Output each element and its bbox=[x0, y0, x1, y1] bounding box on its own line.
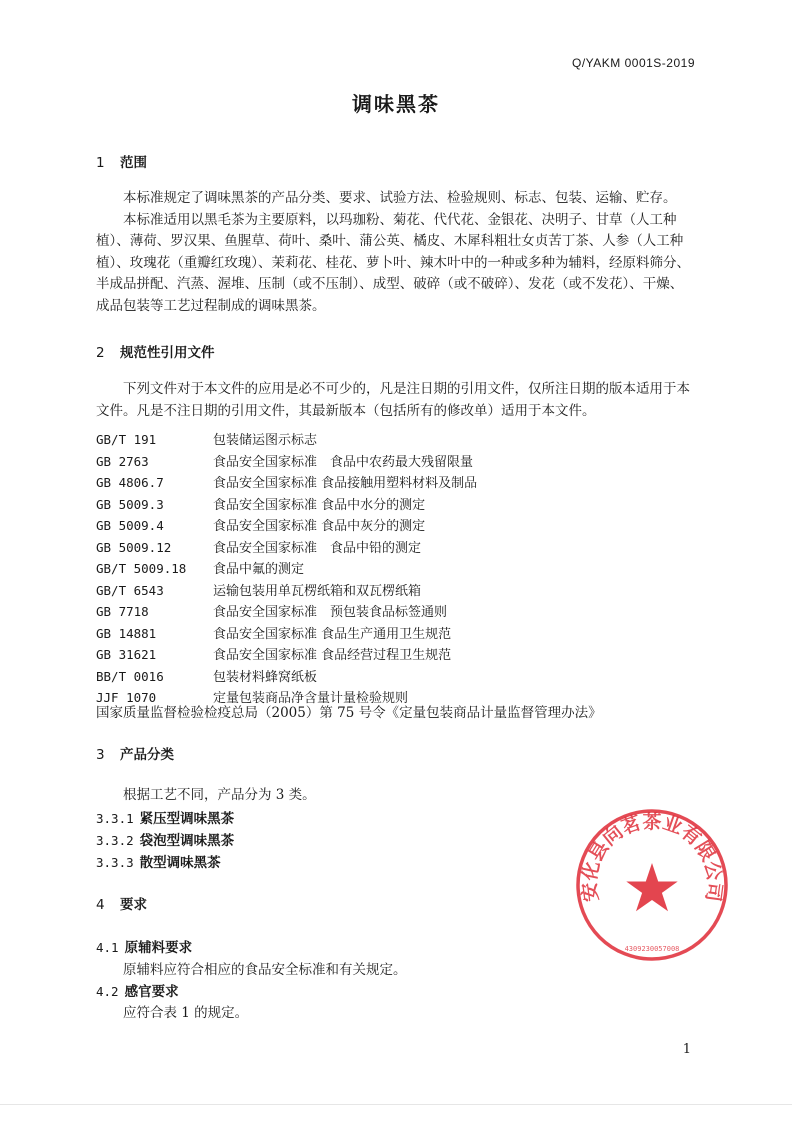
reference-code: GB 5009.4 bbox=[96, 518, 164, 533]
reference-code: GB 7718 bbox=[96, 604, 149, 619]
subsection-number: 4.1 bbox=[96, 940, 119, 955]
reference-code: GB 4806.7 bbox=[96, 475, 164, 490]
section-title: 规范性引用文件 bbox=[120, 345, 215, 361]
reference-name: 食品安全国家标准 食品中农药最大残留限量 bbox=[213, 454, 474, 470]
section-title: 要求 bbox=[120, 897, 147, 913]
reference-name: 食品安全国家标准 食品生产通用卫生规范 bbox=[213, 626, 452, 642]
section-number: 2 bbox=[96, 345, 105, 361]
seal-serial-number: 4309230057008 bbox=[624, 945, 680, 953]
section-number: 3 bbox=[96, 747, 105, 763]
section-heading-references bbox=[96, 341, 215, 361]
page-bottom-edge bbox=[0, 1104, 792, 1105]
reference-item bbox=[96, 494, 696, 516]
reference-name: 食品安全国家标准 食品中水分的测定 bbox=[213, 497, 426, 513]
reference-code: JJF 1070 bbox=[96, 690, 157, 705]
subsection-title: 原辅料要求 bbox=[124, 940, 193, 956]
section-heading-requirements bbox=[96, 893, 147, 913]
scope-paragraph-2: 本标准适用以黑毛茶为主要原料，以玛珈粉、菊花、代代花、金银花、决明子、甘草（人工种植）、薄荷、罗汉果、鱼腥草、荷叶、桑叶、蒲公英、橘皮、木犀科粗壮女贞苦丁茶、人参（人工种植）、玫瑰花（重瓣红玫瑰）、茉莉花、桂花、萝卜叶、辣木叶中的一种或多种为辅料，经原料筛分、半成品拼配、汽蒸、渥堆、压制（或不压制）、成型、破碎（或不破碎）、发花（或不发花）、干燥、成品包装等工艺过程制成的调味黑茶。 bbox=[96, 211, 690, 314]
sensory-text: 应符合表 1 的规定。 bbox=[123, 1005, 249, 1021]
references-intro bbox=[96, 379, 696, 422]
reference-item bbox=[96, 558, 696, 580]
reference-name: 食品安全国家标准 食品中铅的测定 bbox=[213, 540, 422, 556]
reference-code: GB 14881 bbox=[96, 625, 157, 641]
section-heading-scope bbox=[96, 151, 147, 171]
regulation-reference: 国家质量监督检验检疫总局（2005）第 75 号令《定量包装商品计量监督管理办法》 bbox=[96, 705, 602, 721]
reference-item bbox=[96, 451, 696, 473]
reference-item bbox=[96, 515, 696, 537]
reference-item bbox=[96, 580, 696, 602]
reference-item bbox=[96, 644, 696, 666]
item-name: 散型调味黑茶 bbox=[139, 855, 221, 871]
reference-code: BB/T 0016 bbox=[96, 668, 164, 684]
reference-code: GB 5009.3 bbox=[96, 496, 164, 512]
subsection-number: 4.2 bbox=[96, 984, 119, 999]
classification-item bbox=[96, 829, 234, 849]
reference-item bbox=[96, 623, 696, 645]
reference-name: 定量包装商品净含量计量检验规则 bbox=[213, 691, 409, 706]
page-number: 1 bbox=[682, 1042, 691, 1057]
reference-list bbox=[96, 429, 696, 709]
reference-name: 包装材料蜂窝纸板 bbox=[213, 669, 318, 685]
section-title: 范围 bbox=[120, 155, 147, 171]
item-number: 3.3.2 bbox=[96, 833, 134, 848]
reference-code: GB/T 5009.18 bbox=[96, 561, 187, 576]
reference-item bbox=[96, 472, 696, 494]
reference-name: 食品安全国家标准 食品中灰分的测定 bbox=[213, 519, 426, 534]
reference-item bbox=[96, 601, 696, 623]
reference-code: GB 2763 bbox=[96, 453, 149, 469]
section-number: 4 bbox=[96, 897, 105, 913]
classification-intro: 根据工艺不同，产品分为 3 类。 bbox=[123, 787, 316, 803]
reference-code: GB/T 6543 bbox=[96, 582, 164, 598]
reference-name: 食品安全国家标准 食品接触用塑料材料及制品 bbox=[213, 476, 478, 491]
scope-text bbox=[96, 188, 696, 317]
subsection-title: 感官要求 bbox=[124, 984, 179, 1000]
reference-item bbox=[96, 537, 696, 559]
reference-item bbox=[96, 429, 696, 451]
requirement-subheading-raw-materials bbox=[96, 936, 192, 956]
reference-name: 包装储运图示标志 bbox=[213, 433, 318, 448]
item-number: 3.3.1 bbox=[96, 811, 134, 826]
scope-paragraph-1: 本标准规定了调味黑茶的产品分类、要求、试验方法、检验规则、标志、包装、运输、贮存。 bbox=[123, 190, 677, 206]
item-name: 袋泡型调味黑茶 bbox=[139, 833, 235, 849]
seal-star-icon bbox=[626, 863, 677, 911]
section-heading-classification bbox=[96, 743, 174, 763]
reference-name: 食品安全国家标准 食品经营过程卫生规范 bbox=[213, 648, 452, 663]
reference-name: 运输包装用单瓦楞纸箱和双瓦楞纸箱 bbox=[213, 583, 422, 599]
reference-code: GB/T 191 bbox=[96, 432, 157, 447]
reference-name: 食品中氟的测定 bbox=[213, 562, 305, 577]
section-title: 产品分类 bbox=[120, 747, 174, 763]
classification-item bbox=[96, 851, 221, 871]
seal-company-name: 安化县向茗茶业有限公司 bbox=[578, 810, 726, 903]
references-intro-text: 下列文件对于本文件的应用是必不可少的，凡是注日期的引用文件，仅所注日期的版本适用于本文件。凡是不注日期的引用文件，其最新版本（包括所有的修改单）适用于本文件。 bbox=[96, 381, 690, 419]
reference-name: 食品安全国家标准 预包装食品标签通则 bbox=[213, 605, 448, 620]
reference-item bbox=[96, 666, 696, 688]
document-title: 调味黑茶 bbox=[352, 92, 440, 116]
reference-code: GB 5009.12 bbox=[96, 539, 172, 555]
item-number: 3.3.3 bbox=[96, 855, 134, 870]
requirement-subheading-sensory bbox=[96, 980, 179, 1000]
standard-code: Q/YAKM 0001S-2019 bbox=[571, 56, 695, 70]
item-name: 紧压型调味黑茶 bbox=[139, 811, 235, 827]
classification-item bbox=[96, 807, 234, 827]
reference-code: GB 31621 bbox=[96, 647, 157, 662]
company-seal bbox=[572, 805, 732, 965]
section-number: 1 bbox=[96, 155, 105, 171]
raw-materials-text: 原辅料应符合相应的食品安全标准和有关规定。 bbox=[123, 962, 407, 978]
